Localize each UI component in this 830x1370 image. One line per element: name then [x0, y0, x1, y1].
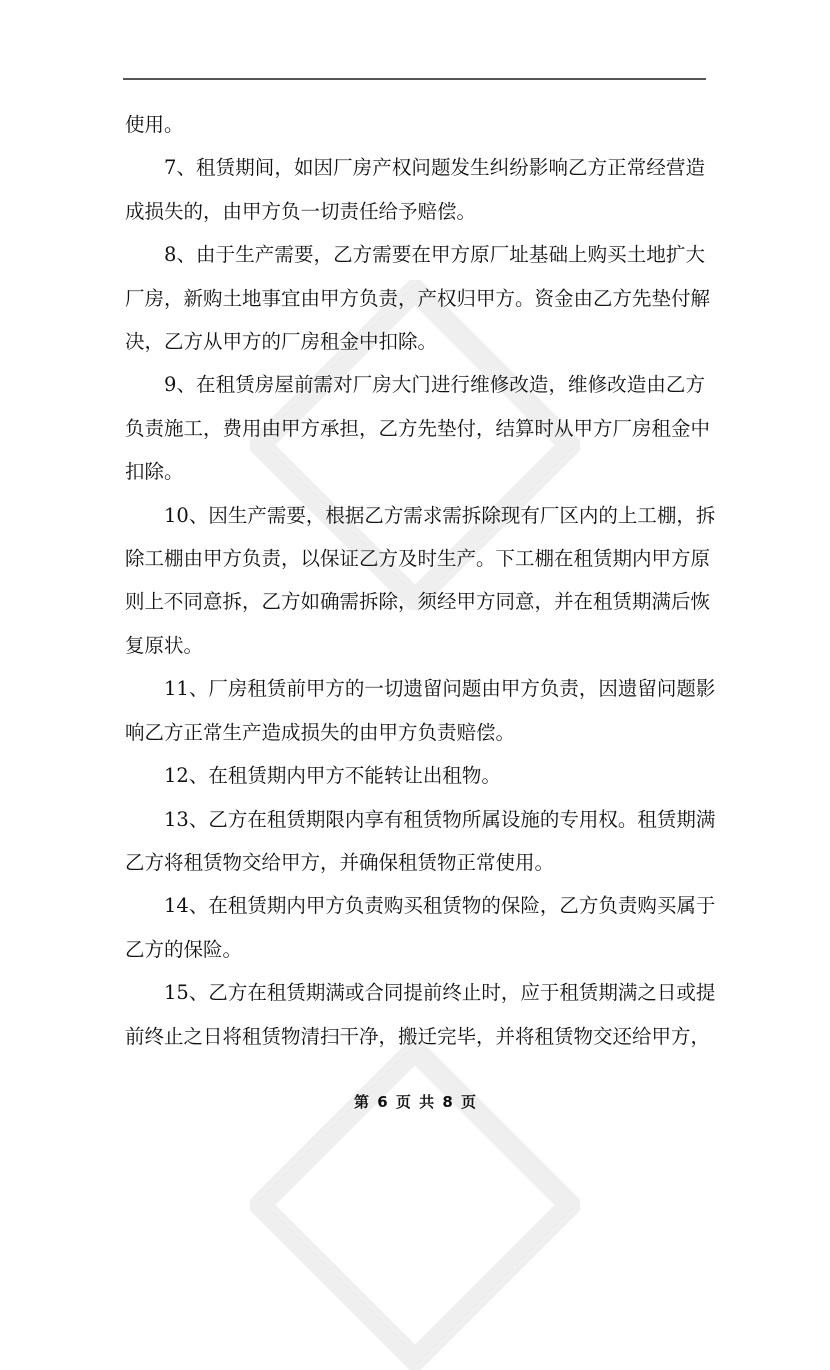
text-line: 除工棚由甲方负责，以保证乙方及时生产。下工棚在租赁期内甲方原: [125, 547, 711, 571]
text-line: 前终止之日将租赁物清扫干净，搬迁完毕，并将租赁物交还给甲方，: [125, 1024, 711, 1048]
text-line: 复原状。: [125, 633, 204, 657]
paragraph: [125, 146, 705, 233]
paragraph: [125, 971, 716, 1058]
paragraph: [125, 884, 716, 971]
watermark-icon: [250, 1040, 580, 1370]
text-line: 9、在租赁房屋前需对厂房大门进行维修改造，维修改造由乙方: [164, 373, 705, 397]
paragraph: [125, 363, 711, 493]
text-line: 则上不同意拆，乙方如确需拆除，须经甲方同意，并在租赁期满后恢: [125, 590, 711, 614]
paragraph: [125, 754, 705, 797]
text-line: 使用。: [125, 113, 184, 136]
paragraph: [125, 667, 716, 754]
text-line: 扣除。: [125, 460, 184, 484]
paragraph: [125, 798, 716, 885]
text-line: 10、因生产需要，根据乙方需求需拆除现有厂区内的上工棚，拆: [164, 503, 716, 527]
text-line: 乙方将租赁物交给甲方，并确保租赁物正常使用。: [125, 850, 555, 874]
text-line: 决，乙方从甲方的厂房租金中扣除。: [125, 330, 438, 354]
text-line: 厂房，新购土地事宜由甲方负责，产权归甲方。资金由乙方先垫付解: [125, 286, 711, 310]
text-line: 成损失的，由甲方负一切责任给予赔偿。: [125, 199, 477, 223]
text-line: 负责施工，费用由甲方承担，乙方先垫付，结算时从甲方厂房租金中: [125, 416, 711, 440]
header-rule: [123, 78, 706, 80]
paragraph: [125, 494, 716, 668]
text-line: 14、在租赁期内甲方负责购买租赁物的保险，乙方负责购买属于: [164, 894, 716, 918]
document-body: [125, 103, 716, 1058]
text-line: 响乙方正常生产造成损失的由甲方负责赔偿。: [125, 720, 516, 744]
text-line: 7、租赁期间，如因厂房产权问题发生纠纷影响乙方正常经营造: [164, 156, 705, 180]
text-line: 15、乙方在租赁期满或合同提前终止时，应于租赁期满之日或提: [164, 981, 716, 1005]
text-line: 8、由于生产需要，乙方需要在甲方原厂址基础上购买土地扩大: [164, 243, 705, 267]
page-number: 第 6 页 共 8 页: [354, 1093, 476, 1111]
text-line: 11、厂房租赁前甲方的一切遗留问题由甲方负责，因遗留问题影: [164, 677, 716, 701]
paragraph: [125, 103, 705, 146]
paragraph: [125, 233, 711, 363]
text-line: 12、在租赁期内甲方不能转让出租物。: [164, 764, 501, 788]
text-line: 乙方的保险。: [125, 937, 243, 961]
text-line: 13、乙方在租赁期限内享有租赁物所属设施的专用权。租赁期满: [164, 807, 716, 831]
